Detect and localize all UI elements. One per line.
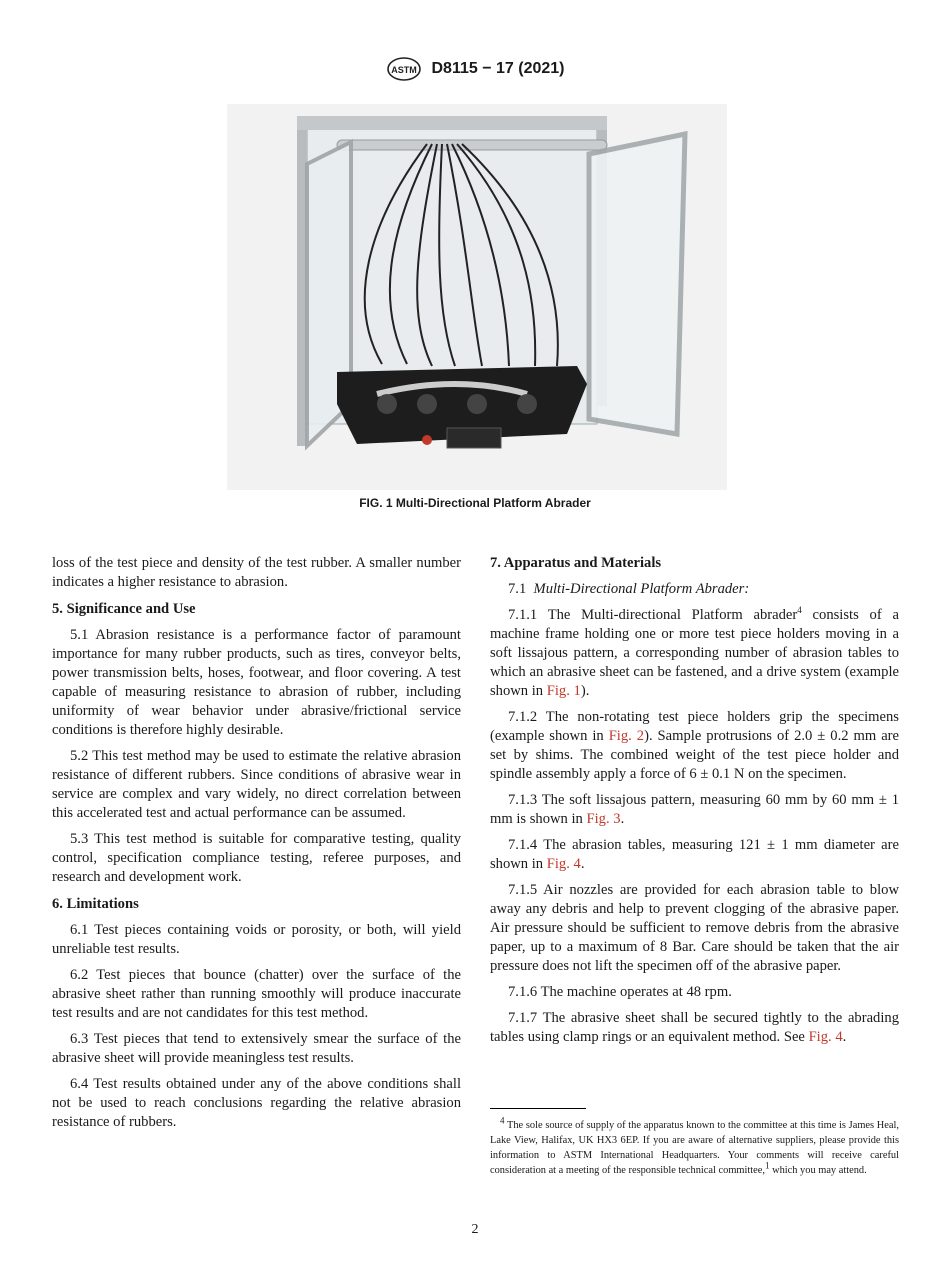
page-header	[0, 56, 950, 82]
section-heading-6: 6. Limitations	[52, 896, 139, 912]
text: .	[620, 811, 625, 827]
footnote-ref[interactable]: 1	[764, 1160, 770, 1171]
paragraph-7-1-7	[490, 1009, 899, 1047]
paragraph-5-2: 5.2 This test method may be used to estimate the relative abrasion resistance of different rubbers. Since conditions of abrasive wear in service are complex and vary widely, no direct correlation between this accelerated test and actual performance can be assumed.	[52, 748, 461, 821]
paragraph-7-1-6: 7.1.6 The machine operates at 48 rpm.	[508, 984, 732, 1000]
paragraph-7-1-3	[490, 791, 899, 829]
text: 7.1.1 The Multi-directional Platform abrader	[508, 607, 798, 623]
fig-3-link[interactable]: Fig. 3	[586, 811, 621, 827]
paragraph-6-4: 6.4 Test results obtained under any of the above conditions shall not be used to reach conclusions regarding the relative abrasion resistance of rubbers.	[52, 1076, 461, 1130]
fig-1-link[interactable]: Fig. 1	[546, 683, 581, 699]
text: 7.1.4 The abrasion tables, measuring 121 ± 1 mm diameter are shown in	[490, 837, 899, 872]
figure-abrader-photo	[227, 104, 727, 490]
astm-logo-icon	[386, 56, 422, 82]
text: consists of a machine frame holding one or more test piece holders moving in a soft lissajous pattern, a corresponding number of abrasion tables to which an abrasive sheet can be fastened, and a drive system (example shown in	[490, 607, 899, 699]
paragraph-7-1	[490, 580, 899, 599]
footnote	[490, 1115, 899, 1178]
figure-caption: FIG. 1 Multi-Directional Platform Abrader	[359, 496, 591, 510]
footnote-marker: 4	[500, 1115, 505, 1126]
para-number: 7.1	[508, 581, 527, 597]
footnote-divider	[490, 1108, 586, 1109]
subsection-title: Multi-Directional Platform Abrader:	[533, 581, 750, 597]
paragraph-7-1-4	[490, 836, 899, 874]
page-number: 2	[471, 1222, 479, 1237]
text: ). Sample protrusions of 2.0 ± 0.2 mm are set by shims. The combined weight of the test piece holder and spindle assembly apply a force of 6 ± 0.1 N on the specimen.	[490, 728, 900, 782]
section-heading-7: 7. Apparatus and Materials	[490, 555, 662, 571]
paragraph-7-1-1	[490, 606, 899, 701]
text: 7.1.7 The abrasive sheet shall be secured tightly to the abrading tables using clamp rings or an equivalent method. See	[490, 1010, 899, 1045]
paragraph-6-3: 6.3 Test pieces that tend to extensively smear the surface of the abrasive sheet will provide meaningless test results.	[52, 1031, 461, 1066]
footnote-ref[interactable]: 4	[797, 605, 802, 616]
paragraph-7-1-2	[490, 708, 899, 784]
text: ).	[580, 683, 590, 699]
paragraph-7-1-5: 7.1.5 Air nozzles are provided for each abrasion table to blow away any debris and help to prevent clogging of the abrasive paper. Air pressure should be sufficient to remove debris from the abrasive paper, up to a maximum of 8 Bar. Care should be taken that the air pressure does not lift the specimen off of the abrasive paper.	[490, 882, 899, 974]
paragraph-5-3: 5.3 This test method is suitable for comparative testing, quality control, specification compliance testing, referee purposes, and research and development work.	[52, 831, 461, 885]
section-heading-5: 5. Significance and Use	[52, 601, 196, 617]
paragraph-6-2: 6.2 Test pieces that bounce (chatter) over the surface of the abrasive sheet rather than running smoothly will produce inaccurate test results and are not candidates for this test method.	[52, 967, 461, 1021]
fig-2-link[interactable]: Fig. 2	[608, 728, 645, 744]
right-column	[490, 554, 899, 1054]
svg-text:ASTM: ASTM	[390, 65, 417, 75]
left-column	[52, 554, 461, 1139]
standard-designation: D8115 − 17 (2021)	[431, 60, 565, 77]
fig-4-link[interactable]: Fig. 4	[808, 1029, 843, 1045]
paragraph-5-1: 5.1 Abrasion resistance is a performance factor of paramount importance for many rubber products, such as tires, conveyor belts, power transmission belts, hoses, footwear, and floor covering. A test capable of measuring resistance to abrasion of rubber, including uniformity of wear behavior under abrasive/frictional service conditions is therefore highly desirable.	[52, 627, 461, 738]
text: .	[580, 856, 585, 872]
text: 7.1.2 The non-rotating test piece holders grip the specimens (example shown in	[490, 709, 899, 744]
fig-4-link[interactable]: Fig. 4	[546, 856, 581, 872]
footnote-text: which you may attend.	[769, 1165, 867, 1176]
abrader-illustration	[227, 104, 727, 490]
paragraph-6-1: 6.1 Test pieces containing voids or porosity, or both, will yield unreliable test results.	[52, 922, 461, 957]
text: 7.1.3 The soft lissajous pattern, measuring 60 mm by 60 mm ± 1 mm is shown in	[490, 792, 899, 827]
footnote-text: The sole source of supply of the apparatus known to the committee at this time is James Heal, Lake View, Halifax, UK HX3 6EP. If you are aware of alternative suppliers, please provide this information to ASTM International Headquarters. Your comments will receive careful consideration at a meeting of the responsible technical committee,	[490, 1120, 899, 1176]
paragraph: loss of the test piece and density of the test rubber. A smaller number indicates a higher resistance to abrasion.	[52, 555, 461, 590]
text: .	[842, 1029, 847, 1045]
